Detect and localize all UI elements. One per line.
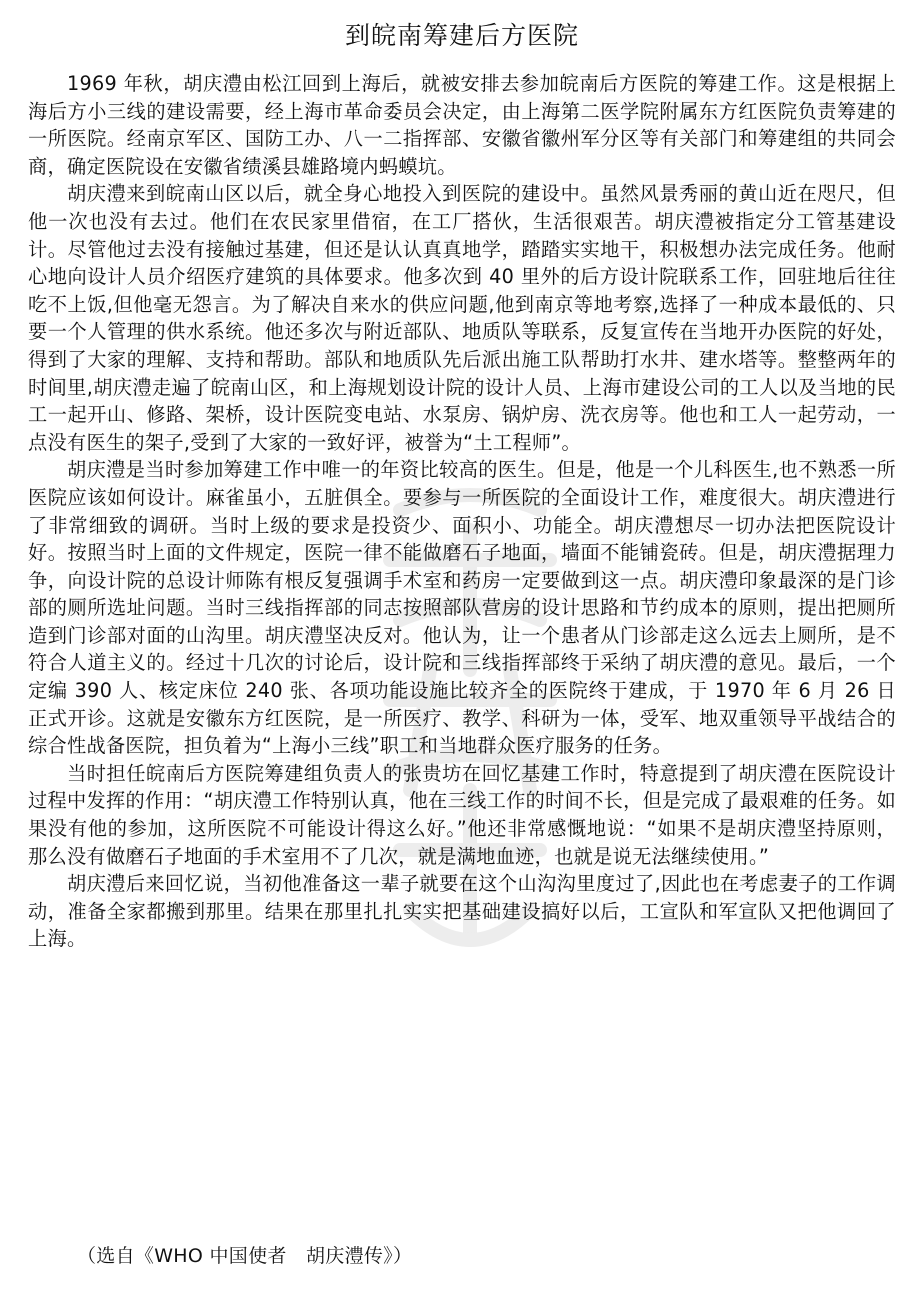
paragraph-3: 胡庆澧是当时参加筹建工作中唯一的年资比较高的医生。但是，他是一个儿科医生,也不熟悉一所医院应该如何设计。麻雀虽小，五脏俱全。要参与一所医院的全面设计工作，难度很大。胡庆澧进行了非常细致的调研。当时上级的要求是投资少、面积小、功能全。胡庆澧想尽一切办法把医院设计好。按照当时上面的文件规定，医院一律不能做磨石子地面，墙面不能铺瓷砖。但是，胡庆澧据理力争，向设计院的总设计师陈有根反复强调手术室和药房一定要做到这一点。胡庆澧印象最深的是门诊部的厕所选址问题。当时三线指挥部的同志按照部队营房的设计思路和节约成本的原则，提出把厕所造到门诊部对面的山沟里。胡庆澧坚决反对。他认为，让一个患者从门诊部走这么远去上厕所，是不符合人道主义的。经过十几次的讨论后，设计院和三线指挥部终于采纳了胡庆澧的意见。最后，一个定编 390 人、核定床位 240 张、各项功能设施比较齐全的医院终于建成，于 1970 年 6 月 26 日正式开诊。这就是安徽东方红医院，是一所医疗、教学、科研为一体，受军、地双重领导平战结合的综合性战备医院，担负着为“上海小三线”职工和当地群众医疗服务的任务。 — [28, 458, 896, 758]
paragraph-1: 1969 年秋，胡庆澧由松江回到上海后，就被安排去参加皖南后方医院的筹建工作。这是根据上海后方小三线的建设需要，经上海市革命委员会决定，由上海第二医学院附属东方红医院负责筹建的一所医院。经南京军区、国防工办、八一二指挥部、安徽省徽州军分区等有关部门和筹建组的共同会商，确定医院设在安徽省绩溪县雄路境内蚂蟆坑。 — [28, 72, 896, 178]
document-title: 到皖南筹建后方医院 — [344, 21, 579, 50]
article-body — [28, 70, 896, 953]
paragraph-4: 当时担任皖南后方医院筹建组负责人的张贵坊在回忆基建工作时，特意提到了胡庆澧在医院设计过程中发挥的作用：“胡庆澧工作特别认真，他在三线工作的时间不长，但是完成了最艰难的任务。如果没有他的参加，这所医院不可能设计得这么好。”他还非常感慨地说：“如果不是胡庆澧坚持原则，那么没有做磨石子地面的手术室用不了几次，就是满地血迹，也就是说无法继续使用。” — [28, 761, 896, 868]
paragraph-5: 胡庆澧后来回忆说，当初他准备这一辈子就要在这个山沟沟里度过了,因此也在考虑妻子的工作调动，准备全家都搬到那里。结果在那里扎扎实实把基础建设搞好以后，工宣队和军宣队又把他调回了上海。 — [28, 872, 896, 951]
source-citation: （选自《WHO 中国使者 胡庆澧传》） — [77, 1245, 413, 1267]
paragraph-2: 胡庆澧来到皖南山区以后，就全身心地投入到医院的建设中。虽然风景秀丽的黄山近在咫尺，但他一次也没有去过。他们在农民家里借宿，在工厂搭伙，生活很艰苦。胡庆澧被指定分工管基建设计。尽管他过去没有接触过基建，但还是认认真真地学，踏踏实实地干，积极想办法完成任务。他耐心地向设计人员介绍医疗建筑的具体要求。他多次到 40 里外的后方设计院联系工作，回驻地后往往吃不上饭,但他毫无怨言。为了解决自来水的供应问题,他到南京等地考察,选择了一种成本最低的、只要一个人管理的供水系统。他还多次与附近部队、地质队等联系，反复宣传在当地开办医院的好处，得到了大家的理解、支持和帮助。部队和地质队先后派出施工队帮助打水井、建水塔等。整整两年的时间里,胡庆澧走遍了皖南山区，和上海规划设计院的设计人员、上海市建设公司的工人以及当地的民工一起开山、修路、架桥，设计医院变电站、水泵房、锅炉房、洗衣房等。他也和工人一起劳动，一点没有医生的架子,受到了大家的一致好评，被誉为“土工程师”。 — [28, 182, 896, 454]
